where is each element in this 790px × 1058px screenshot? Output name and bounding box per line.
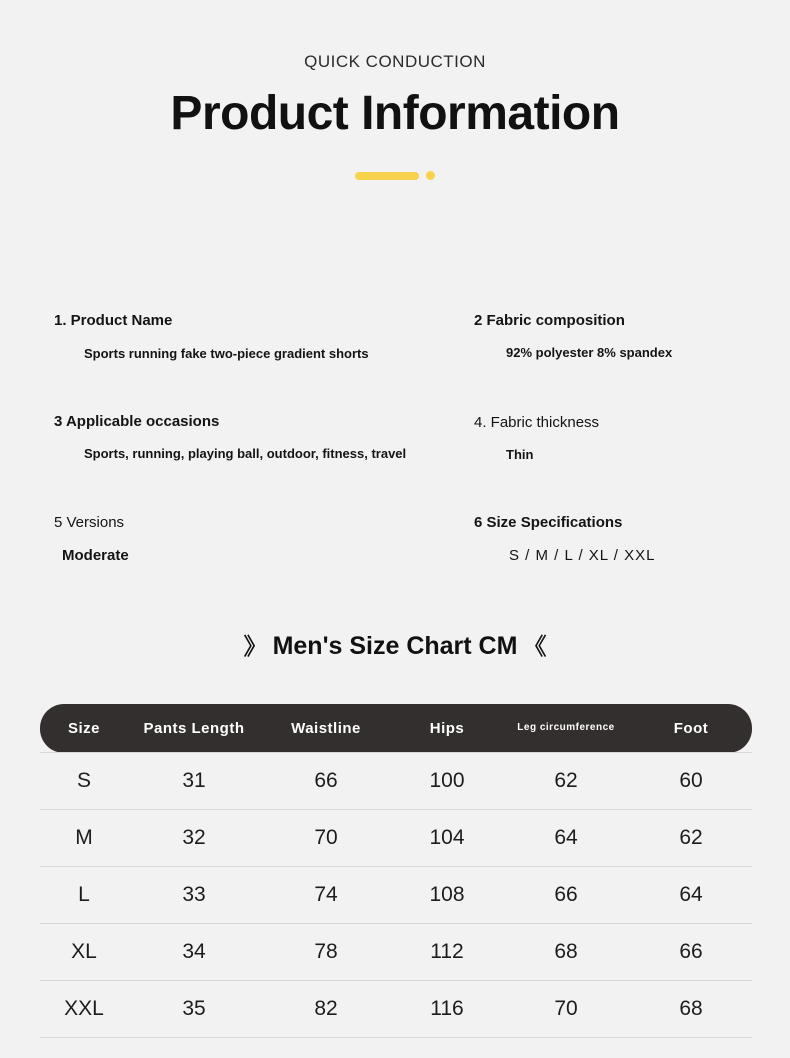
- spec-product-name: [54, 312, 434, 363]
- cell-pants-length: 31: [128, 753, 260, 810]
- spec-fabric-thickness: [474, 414, 774, 462]
- spec-value: Sports, running, playing ball, outdoor, fitness, travel: [84, 446, 407, 461]
- cell-pants-length: 34: [128, 924, 260, 981]
- right-chevron-icon: 《: [523, 633, 547, 659]
- cell-waistline: 74: [260, 867, 392, 924]
- column-header-size: Size: [40, 704, 128, 753]
- cell-waistline: 70: [260, 810, 392, 867]
- cell-waistline: 78: [260, 924, 392, 981]
- cell-size: XXL: [40, 981, 128, 1038]
- eyebrow-text: QUICK CONDUCTION: [304, 52, 486, 71]
- column-header-waistline: Waistline: [260, 704, 392, 753]
- spec-title: 4. Fabric thickness: [474, 414, 600, 431]
- cell-hips: 100: [392, 753, 502, 810]
- cell-foot: 62: [630, 810, 752, 867]
- cell-leg-circumference: 70: [502, 981, 630, 1038]
- table-header-row: [40, 704, 752, 753]
- column-header-pants-length: Pants Length: [128, 704, 260, 753]
- column-header-foot: Foot: [630, 704, 752, 753]
- size-chart-title-text: Men's Size Chart CM: [272, 632, 518, 660]
- spec-value: 92% polyester 8% spandex: [506, 345, 673, 360]
- cell-leg-circumference: 68: [502, 924, 630, 981]
- cell-foot: 68: [630, 981, 752, 1038]
- cell-size: L: [40, 867, 128, 924]
- table-row: [40, 753, 752, 810]
- size-chart-table: [40, 704, 752, 1038]
- spec-title: 6 Size Specifications: [474, 514, 623, 531]
- divider-dot: [426, 171, 435, 180]
- table-row: [40, 810, 752, 867]
- cell-waistline: 66: [260, 753, 392, 810]
- spec-value: Moderate: [62, 547, 129, 564]
- size-chart-heading: [0, 628, 790, 661]
- specs-grid: [0, 300, 790, 590]
- column-header-hips: Hips: [392, 704, 502, 753]
- left-chevron-icon: 》: [243, 633, 267, 659]
- table-row: [40, 924, 752, 981]
- cell-hips: 116: [392, 981, 502, 1038]
- cell-leg-circumference: 66: [502, 867, 630, 924]
- cell-size: S: [40, 753, 128, 810]
- spec-value: Thin: [506, 447, 534, 462]
- product-information-page: [0, 52, 790, 1058]
- spec-size-specifications: [474, 514, 774, 564]
- page-title: Product Information: [170, 87, 620, 140]
- table-row: [40, 981, 752, 1038]
- cell-size: M: [40, 810, 128, 867]
- cell-foot: 60: [630, 753, 752, 810]
- spec-title: 3 Applicable occasions: [54, 413, 220, 430]
- spec-fabric-composition: [474, 312, 774, 360]
- spec-title: 1. Product Name: [54, 312, 173, 329]
- cell-pants-length: 35: [128, 981, 260, 1038]
- column-header-leg-circumference: Leg circumference: [502, 704, 630, 753]
- spec-value: S / M / L / XL / XXL: [509, 547, 656, 564]
- decorative-divider: [0, 171, 790, 180]
- cell-leg-circumference: 62: [502, 753, 630, 810]
- cell-hips: 108: [392, 867, 502, 924]
- spec-title: 2 Fabric composition: [474, 312, 625, 329]
- cell-pants-length: 32: [128, 810, 260, 867]
- table-row: [40, 867, 752, 924]
- cell-hips: 112: [392, 924, 502, 981]
- spec-applicable-occasions: [54, 413, 454, 461]
- spec-versions: [54, 514, 354, 564]
- cell-leg-circumference: 64: [502, 810, 630, 867]
- cell-hips: 104: [392, 810, 502, 867]
- spec-value: Sports running fake two-piece gradient shorts: [84, 346, 369, 361]
- divider-bar: [355, 172, 419, 180]
- cell-waistline: 82: [260, 981, 392, 1038]
- cell-size: XL: [40, 924, 128, 981]
- table-body: [40, 753, 752, 1038]
- cell-foot: 66: [630, 924, 752, 981]
- cell-pants-length: 33: [128, 867, 260, 924]
- cell-foot: 64: [630, 867, 752, 924]
- table-header: [40, 704, 752, 753]
- spec-title: 5 Versions: [54, 514, 125, 531]
